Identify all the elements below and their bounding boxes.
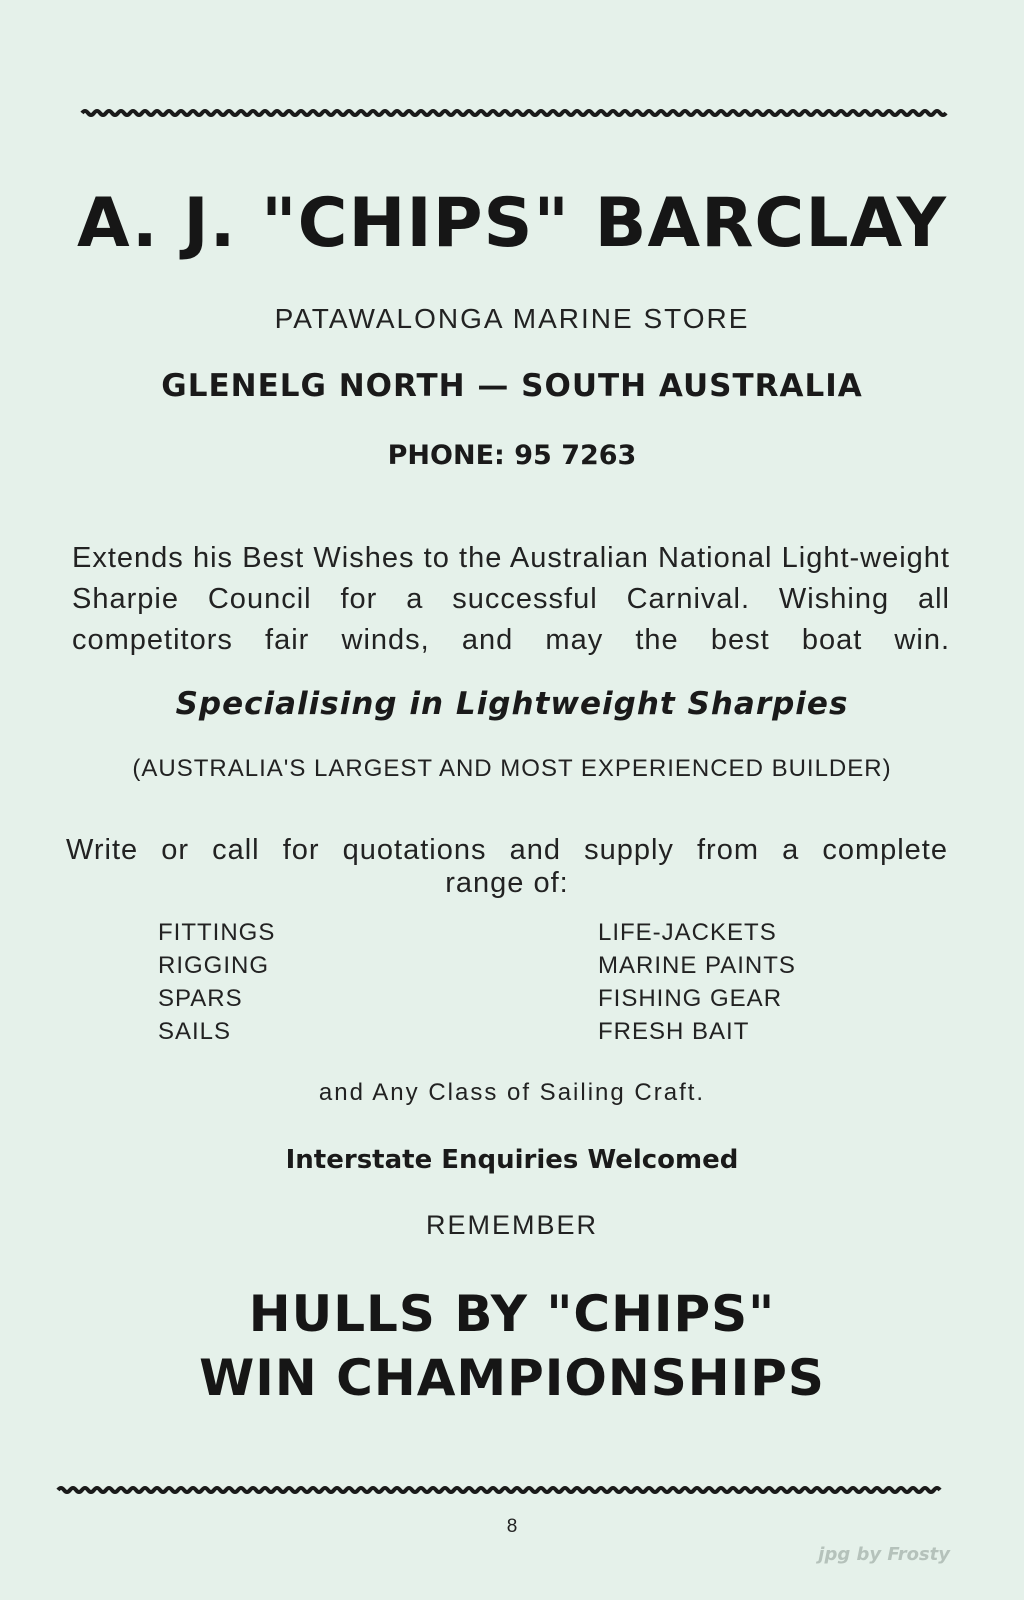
invitation-line-1: Write or call for quotations and supply from a complete bbox=[66, 834, 948, 866]
product-item: SAILS bbox=[158, 1018, 232, 1045]
intro-paragraph: Extends his Best Wishes to the Australian National Light-weight Sharpie Council for a successful Carnival. Wishing all competitors fair winds, and may the best boat win. bbox=[72, 542, 950, 656]
product-item: FISHING GEAR bbox=[598, 985, 783, 1012]
product-item: FRESH BAIT bbox=[598, 1018, 750, 1045]
invitation-line-2: range of: bbox=[445, 867, 569, 899]
sailing-craft-line: and Any Class of Sailing Craft. bbox=[318, 1079, 706, 1106]
products-list-right bbox=[598, 916, 796, 1048]
slogan bbox=[0, 1282, 1024, 1410]
product-item: FITTINGS bbox=[158, 919, 276, 946]
product-item: LIFE-JACKETS bbox=[598, 919, 777, 946]
product-item: SPARS bbox=[158, 985, 243, 1012]
phone-number: PHONE: 95 7263 bbox=[387, 440, 637, 471]
page-title: A. J. "CHIPS" BARCLAY bbox=[76, 184, 948, 263]
interstate-enquiries: Interstate Enquiries Welcomed bbox=[285, 1145, 739, 1175]
store-location: GLENELG NORTH — SOUTH AUSTRALIA bbox=[161, 368, 863, 404]
store-name: PATAWALONGA MARINE STORE bbox=[274, 303, 750, 334]
remember-label: REMEMBER bbox=[425, 1210, 598, 1240]
slogan-line-1: HULLS BY "CHIPS" bbox=[248, 1285, 776, 1343]
slogan-line-2: WIN CHAMPIONSHIPS bbox=[199, 1349, 825, 1407]
product-item: RIGGING bbox=[158, 952, 270, 979]
specialising-heading: Specialising in Lightweight Sharpies bbox=[175, 686, 849, 722]
top-wavy-rule bbox=[0, 107, 1024, 119]
watermark: jpg by Frosty bbox=[818, 1544, 950, 1565]
builder-tagline: (AUSTRALIA'S LARGEST AND MOST EXPERIENCED BUILDER) bbox=[132, 755, 892, 782]
bottom-wavy-rule bbox=[0, 1484, 1024, 1496]
quotation-invitation bbox=[66, 834, 948, 900]
products-list-left bbox=[158, 916, 275, 1048]
page-number: 8 bbox=[506, 1516, 518, 1537]
product-item: MARINE PAINTS bbox=[598, 952, 796, 979]
